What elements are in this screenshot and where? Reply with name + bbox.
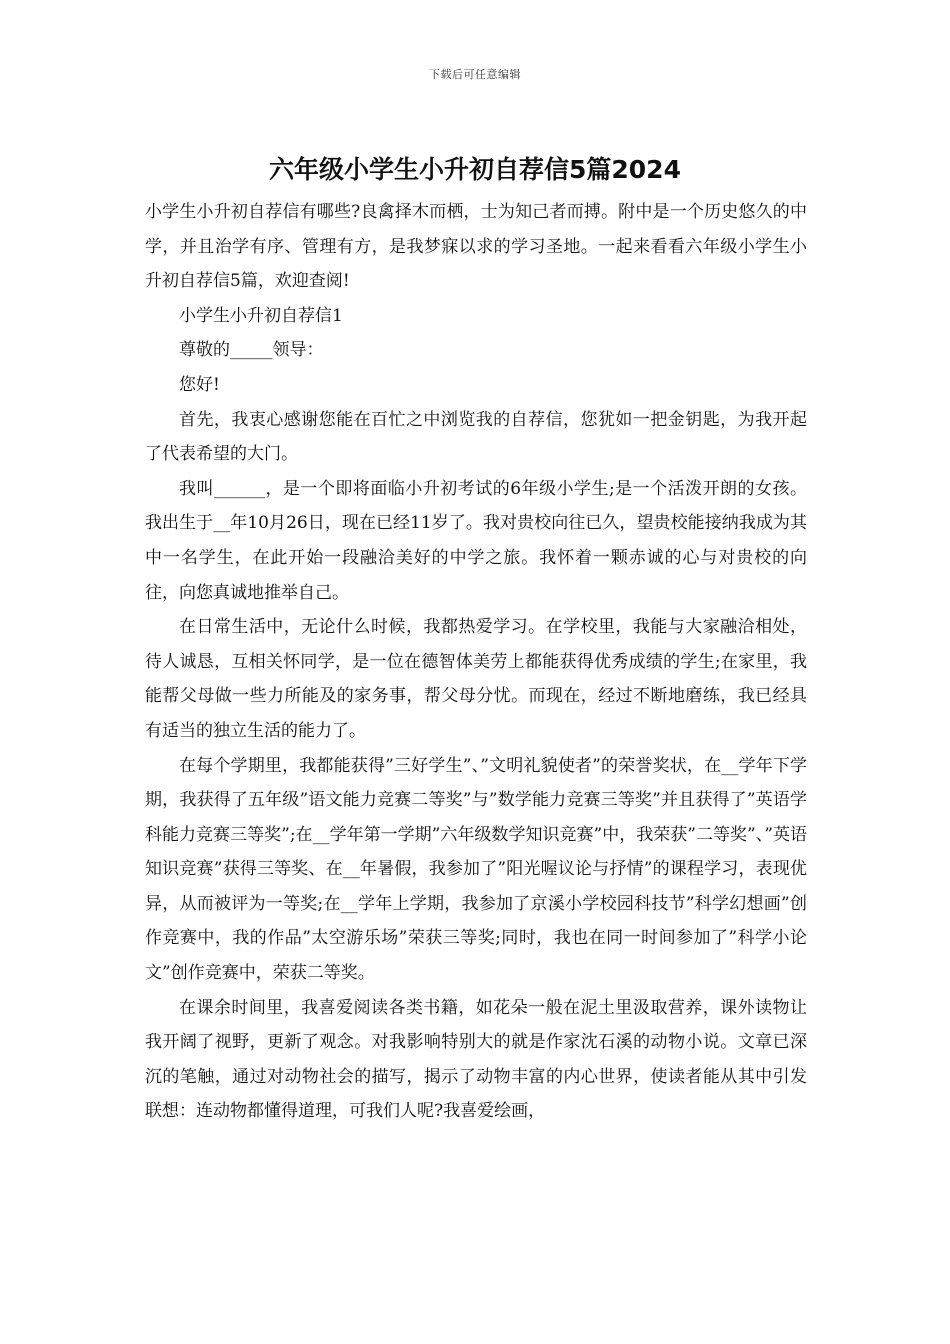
- body-paragraph: 我叫______，是一个即将面临小升初考试的6年级小学生;是一个活泼开朗的女孩。我出生于__年10月26日，现在已经11岁了。我对贵校向往已久，望贵校能接纳我成为其中一名学生，在此开始一段融洽美好的中学之旅。我怀着一颗赤诚的心与对贵校的向往，向您真诚地推举自己。: [145, 478, 807, 603]
- body-paragraph: 在课余时间里，我喜爱阅读各类书籍，如花朵一般在泥土里汲取营养，课外读物让我开阔了视野，更新了观念。对我影响特别大的就是作家沈石溪的动物小说。文章已深沉的笔触，通过对动物社会的描写，揭示了动物丰富的内心世界，使读者能从其中引发联想：连动物都懂得道理，可我们人呢?我喜爱绘画，: [145, 997, 807, 1122]
- body-paragraph: 在每个学期里，我都能获得”三好学生”、”文明礼貌使者”的荣誉奖状，在__学年下学期，我获得了五年级”语文能力竞赛二等奖”与”数学能力竞赛三等奖”并且获得了”英语学科能力竞赛三等奖”;在__学年第一学期”六年级数学知识竞赛”中，我荣获”二等奖”、”英语知识竞赛”获得三等奖、在__年暑假，我参加了”阳光喔议论与抒情”的课程学习，表现优异，从而被评为一等奖;在__学年上学期，我参加了京溪小学校园科技节”科学幻想画”创作竞赛中，我的作品”太空游乐场”荣获三等奖;同时，我也在同一时间参加了”科学小论文”创作竞赛中，荣获二等奖。: [145, 755, 807, 984]
- salutation: 尊敬的_____领导：: [179, 340, 324, 361]
- header-note: 下载后可任意编辑: [429, 68, 521, 81]
- document-title: 六年级小学生小升初自荐信5篇2024: [269, 155, 681, 184]
- intro-paragraph: 小学生小升初自荐信有哪些?良禽择木而栖，士为知己者而搏。附中是一个历史悠久的中学，并且治学有序、管理有方，是我梦寐以求的学习圣地。一起来看看六年级小学生小升初自荐信5篇，欢迎查阅!: [145, 202, 807, 292]
- document-body: [145, 195, 807, 1129]
- greeting: 您好!: [179, 374, 220, 395]
- body-paragraph: 首先，我衷心感谢您能在百忙之中浏览我的自荐信，您犹如一把金钥匙，为我开起了代表希望的大门。: [145, 409, 807, 465]
- body-paragraph: 在日常生活中，无论什么时候，我都热爱学习。在学校里，我能与大家融洽相处，待人诚恳，互相关怀同学，是一位在德智体美劳上都能获得优秀成绩的学生;在家里，我能帮父母做一些力所能及的家务事，帮父母分忧。而现在，经过不断地磨练，我已经具有适当的独立生活的能力了。: [145, 617, 807, 741]
- letter-heading: 小学生小升初自荐信1: [179, 305, 343, 326]
